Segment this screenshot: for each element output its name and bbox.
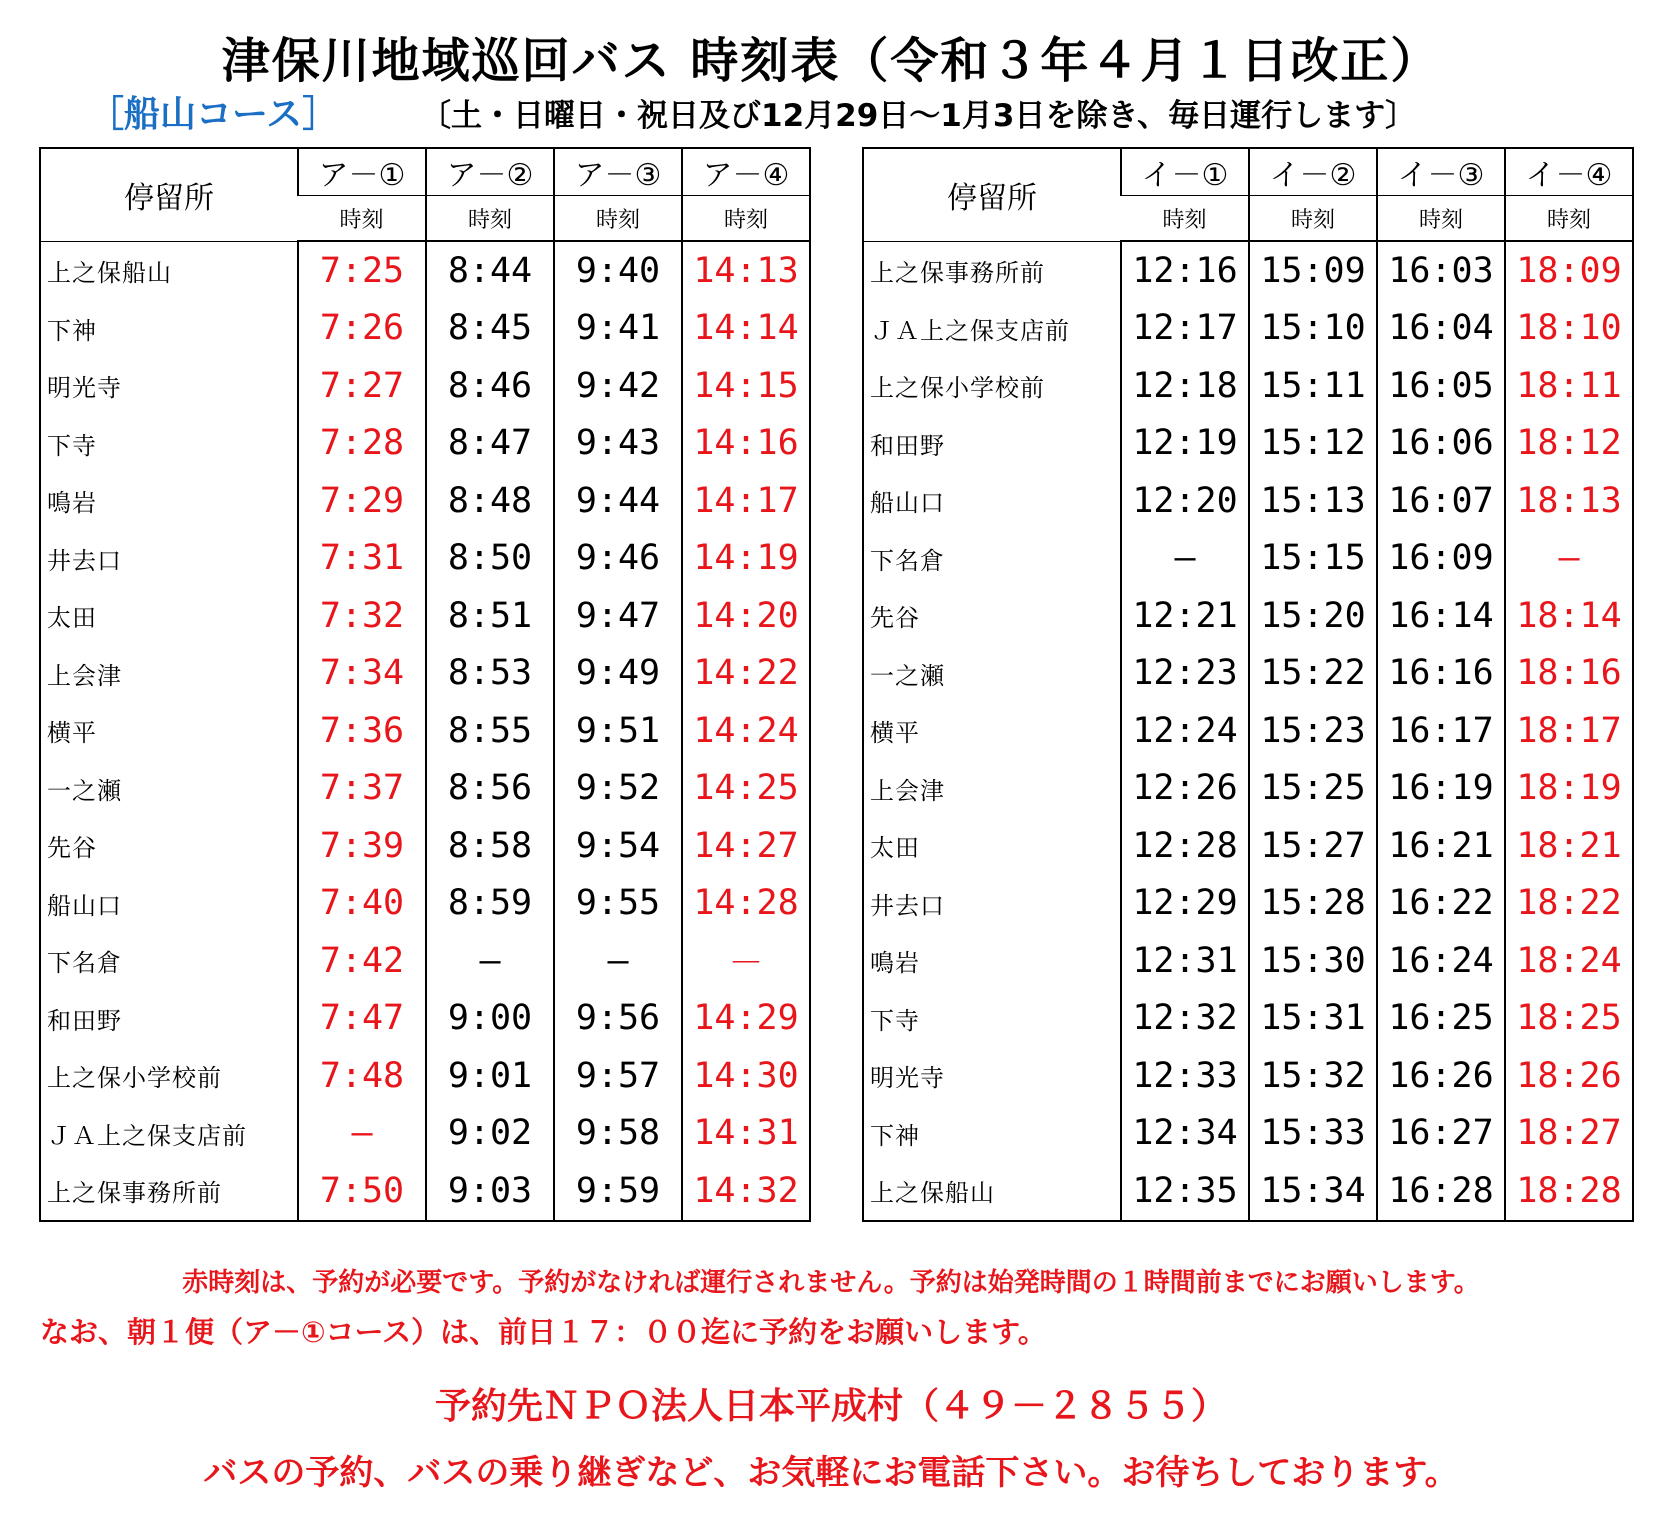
stop-name: 明光寺 [870,1064,945,1093]
departure-time: 16:21 [1377,817,1505,875]
departure-time: 14:19 [682,530,810,588]
departure-time: 9:01 [426,1047,554,1105]
departure-time: 12:26 [1121,760,1249,818]
route-column-header: イ－① [1121,148,1249,196]
departure-time: 18:14 [1505,587,1633,645]
table-row [863,702,1633,760]
departure-time: 9:51 [554,702,682,760]
time-subheader: 時刻 [1249,196,1377,242]
departure-time: 12:20 [1121,472,1249,530]
time-subheader: 時刻 [1505,196,1633,242]
departure-time: 14:22 [682,645,810,703]
stop-name: 上会津 [47,661,122,690]
departure-time: 8:48 [426,472,554,530]
stop-name: 太田 [870,834,920,863]
table-row [40,357,810,415]
table-row [40,645,810,703]
departure-time: 12:35 [1121,1162,1249,1221]
morning-reservation-note: なお、朝１便（ア－①コース）は、前日１７：００迄に予約をお願いします。 [40,1315,1047,1349]
departure-time: 15:13 [1249,472,1377,530]
stop-name: 上之保事務所前 [47,1179,222,1208]
departure-time: 18:16 [1505,645,1633,703]
departure-time: 14:32 [682,1162,810,1221]
stop-name: 横平 [47,719,97,748]
stop-name: 下寺 [870,1006,920,1035]
departure-time: ― [1121,530,1249,588]
time-subheader: 時刻 [554,196,682,242]
departure-time: 15:15 [1249,530,1377,588]
departure-time: 12:23 [1121,645,1249,703]
stop-name: 上之保船山 [47,259,172,287]
table-row [863,1047,1633,1105]
route-column-header: ア－③ [554,148,682,196]
stop-name: 先谷 [870,604,920,633]
operation-note: 〔土・日曜日・祝日及び12月29日～1月3日を除き、毎日運行します〕 [420,98,1417,134]
departure-time: 12:19 [1121,415,1249,473]
departure-time: 16:17 [1377,702,1505,760]
departure-time: 7:32 [298,587,426,645]
departure-time: 16:03 [1377,241,1505,300]
time-subheader: 時刻 [426,196,554,242]
stop-name: 上之保事務所前 [870,259,1045,287]
departure-time: 7:40 [298,875,426,933]
table-row [863,875,1633,933]
departure-time: 9:59 [554,1162,682,1221]
departure-time: 12:16 [1121,241,1249,300]
table-row [863,472,1633,530]
departure-time: 15:10 [1249,300,1377,358]
table-row [40,241,810,300]
stop-name: 鳴岩 [870,949,920,978]
departure-time: 16:25 [1377,990,1505,1048]
stop-column-header: 停留所 [40,148,298,241]
departure-time: 9:56 [554,990,682,1048]
table-row [863,1105,1633,1163]
departure-time: 15:20 [1249,587,1377,645]
timetable-a [39,147,811,1222]
departure-time: 9:49 [554,645,682,703]
stop-name: 太田 [47,604,97,633]
departure-time: 12:17 [1121,300,1249,358]
departure-time: 16:16 [1377,645,1505,703]
stop-column-header: 停留所 [863,148,1121,241]
departure-time: 8:56 [426,760,554,818]
departure-time: 8:50 [426,530,554,588]
time-subheader: 時刻 [1377,196,1505,242]
departure-time: 16:26 [1377,1047,1505,1105]
stop-name: 下寺 [47,431,97,460]
table-row [40,1105,810,1163]
table-row [40,990,810,1048]
departure-time: 7:50 [298,1162,426,1221]
stop-name: 和田野 [47,1006,122,1035]
stop-name: 上之保小学校前 [47,1064,222,1093]
timetable-i [862,147,1634,1222]
departure-time: 15:32 [1249,1047,1377,1105]
table-row [40,760,810,818]
departure-time: 18:10 [1505,300,1633,358]
departure-time: 18:21 [1505,817,1633,875]
departure-time: 7:39 [298,817,426,875]
table-row [40,587,810,645]
departure-time: 15:12 [1249,415,1377,473]
table-row [863,415,1633,473]
departure-time: 18:19 [1505,760,1633,818]
stop-name: 下名倉 [47,949,122,978]
stop-name: 横平 [870,719,920,748]
departure-time: 7:29 [298,472,426,530]
stop-name: 一之瀬 [47,776,122,805]
departure-time: 9:43 [554,415,682,473]
departure-time: 12:34 [1121,1105,1249,1163]
departure-time: 9:00 [426,990,554,1048]
departure-time: 12:29 [1121,875,1249,933]
departure-time: 16:27 [1377,1105,1505,1163]
table-row [40,1047,810,1105]
departure-time: 15:11 [1249,357,1377,415]
table-row [863,817,1633,875]
departure-time: 7:25 [298,241,426,300]
departure-time: 16:06 [1377,415,1505,473]
departure-time: ― [426,932,554,990]
departure-time: 16:04 [1377,300,1505,358]
time-subheader: 時刻 [682,196,810,242]
departure-time: 15:34 [1249,1162,1377,1221]
page-title: 津保川地域巡回バス 時刻表（令和３年４月１日改正） [221,33,1441,89]
reservation-note: 赤時刻は、予約が必要です。予約がなければ運行されません。予約は始発時間の１時間前までにお願いします。 [182,1268,1480,1298]
departure-time: 8:44 [426,241,554,300]
departure-time: 8:51 [426,587,554,645]
route-column-header: ア－② [426,148,554,196]
route-column-header: イ－③ [1377,148,1505,196]
departure-time: 8:46 [426,357,554,415]
departure-time: 16:09 [1377,530,1505,588]
departure-time: 14:31 [682,1105,810,1163]
table-row [863,932,1633,990]
departure-time: 14:29 [682,990,810,1048]
table-row [863,990,1633,1048]
departure-time: 7:27 [298,357,426,415]
departure-time: 16:14 [1377,587,1505,645]
table-row [863,1162,1633,1221]
table-row [40,472,810,530]
departure-time: ― [554,932,682,990]
departure-time: 14:14 [682,300,810,358]
stop-name: 先谷 [47,834,97,863]
departure-time: 14:25 [682,760,810,818]
departure-time: 8:47 [426,415,554,473]
departure-time: 9:02 [426,1105,554,1163]
departure-time: 18:13 [1505,472,1633,530]
closing-message: バスの予約、バスの乗り継ぎなど、お気軽にお電話下さい。お待ちしております。 [203,1453,1459,1493]
table-row [863,530,1633,588]
departure-time: 15:28 [1249,875,1377,933]
stop-name: 和田野 [870,431,945,460]
table-row [863,645,1633,703]
departure-time: 18:22 [1505,875,1633,933]
departure-time: 15:33 [1249,1105,1377,1163]
departure-time: 8:55 [426,702,554,760]
departure-time: 9:47 [554,587,682,645]
departure-time: 7:36 [298,702,426,760]
departure-time: 9:46 [554,530,682,588]
table-row [40,817,810,875]
stop-name: 井去口 [47,546,122,575]
departure-time: 14:17 [682,472,810,530]
stop-name: 井去口 [870,891,945,920]
table-row [863,357,1633,415]
departure-time: 14:28 [682,875,810,933]
table-row [40,1162,810,1221]
departure-time: ― [1505,530,1633,588]
departure-time: 9:55 [554,875,682,933]
departure-time: 18:25 [1505,990,1633,1048]
departure-time: 7:47 [298,990,426,1048]
table-row [863,300,1633,358]
departure-time: 14:30 [682,1047,810,1105]
departure-time: 16:07 [1377,472,1505,530]
stop-name: ＪＡ上之保支店前 [47,1121,247,1150]
departure-time: 8:45 [426,300,554,358]
table-row [40,875,810,933]
table-row [40,300,810,358]
time-subheader: 時刻 [1121,196,1249,242]
departure-time: 7:48 [298,1047,426,1105]
departure-time: 14:27 [682,817,810,875]
stop-name: 一之瀬 [870,661,945,690]
departure-time: ― [298,1105,426,1163]
departure-time: 9:54 [554,817,682,875]
departure-time: 8:59 [426,875,554,933]
departure-time: 18:09 [1505,241,1633,300]
reservation-contact: 予約先ＮＰＯ法人日本平成村（４９－２８５５） [434,1386,1227,1427]
route-column-header: イ－④ [1505,148,1633,196]
departure-time: 9:03 [426,1162,554,1221]
departure-time: 18:28 [1505,1162,1633,1221]
departure-time: 15:25 [1249,760,1377,818]
departure-time: 9:42 [554,357,682,415]
departure-time: 16:22 [1377,875,1505,933]
stop-name: 上之保船山 [870,1179,995,1208]
departure-time: 18:17 [1505,702,1633,760]
table-row [40,702,810,760]
departure-time: 9:41 [554,300,682,358]
departure-time: 7:34 [298,645,426,703]
departure-time: 14:13 [682,241,810,300]
departure-time: 16:19 [1377,760,1505,818]
table-row [863,241,1633,300]
departure-time: 7:42 [298,932,426,990]
departure-time: 9:58 [554,1105,682,1163]
departure-time: 9:44 [554,472,682,530]
departure-time: 14:20 [682,587,810,645]
departure-time: 18:27 [1505,1105,1633,1163]
stop-name: 下神 [870,1121,920,1150]
departure-time: 12:33 [1121,1047,1249,1105]
route-column-header: イ－② [1249,148,1377,196]
table-row [863,587,1633,645]
stop-name: 上之保小学校前 [870,374,1045,403]
departure-time: 12:31 [1121,932,1249,990]
table-row [40,530,810,588]
departure-time: 8:53 [426,645,554,703]
departure-time: 16:28 [1377,1162,1505,1221]
departure-time: 7:28 [298,415,426,473]
table-row [40,415,810,473]
departure-time: 8:58 [426,817,554,875]
stop-name: 明光寺 [47,374,122,403]
stop-name: 鳴岩 [47,489,97,518]
departure-time: 7:37 [298,760,426,818]
time-subheader: 時刻 [298,196,426,242]
departure-time: 15:31 [1249,990,1377,1048]
departure-time: － [682,932,810,990]
route-column-header: ア－④ [682,148,810,196]
departure-time: 12:28 [1121,817,1249,875]
departure-time: 15:22 [1249,645,1377,703]
departure-time: 18:24 [1505,932,1633,990]
departure-time: 15:23 [1249,702,1377,760]
stop-name: ＪＡ上之保支店前 [870,316,1070,345]
route-column-header: ア－① [298,148,426,196]
departure-time: 16:24 [1377,932,1505,990]
table-row [863,760,1633,818]
departure-time: 9:57 [554,1047,682,1105]
departure-time: 18:12 [1505,415,1633,473]
departure-time: 12:32 [1121,990,1249,1048]
course-label: ［船山コース］ [88,94,339,135]
departure-time: 12:21 [1121,587,1249,645]
stop-name: 上会津 [870,776,945,805]
departure-time: 9:52 [554,760,682,818]
table-row [40,932,810,990]
departure-time: 16:05 [1377,357,1505,415]
departure-time: 18:26 [1505,1047,1633,1105]
departure-time: 12:24 [1121,702,1249,760]
departure-time: 15:30 [1249,932,1377,990]
stop-name: 下神 [47,316,97,345]
departure-time: 14:24 [682,702,810,760]
departure-time: 9:40 [554,241,682,300]
departure-time: 12:18 [1121,357,1249,415]
departure-time: 14:16 [682,415,810,473]
stop-name: 下名倉 [870,546,945,575]
departure-time: 14:15 [682,357,810,415]
stop-name: 船山口 [47,891,122,920]
departure-time: 15:09 [1249,241,1377,300]
departure-time: 7:31 [298,530,426,588]
stop-name: 船山口 [870,489,945,518]
departure-time: 18:11 [1505,357,1633,415]
departure-time: 7:26 [298,300,426,358]
departure-time: 15:27 [1249,817,1377,875]
